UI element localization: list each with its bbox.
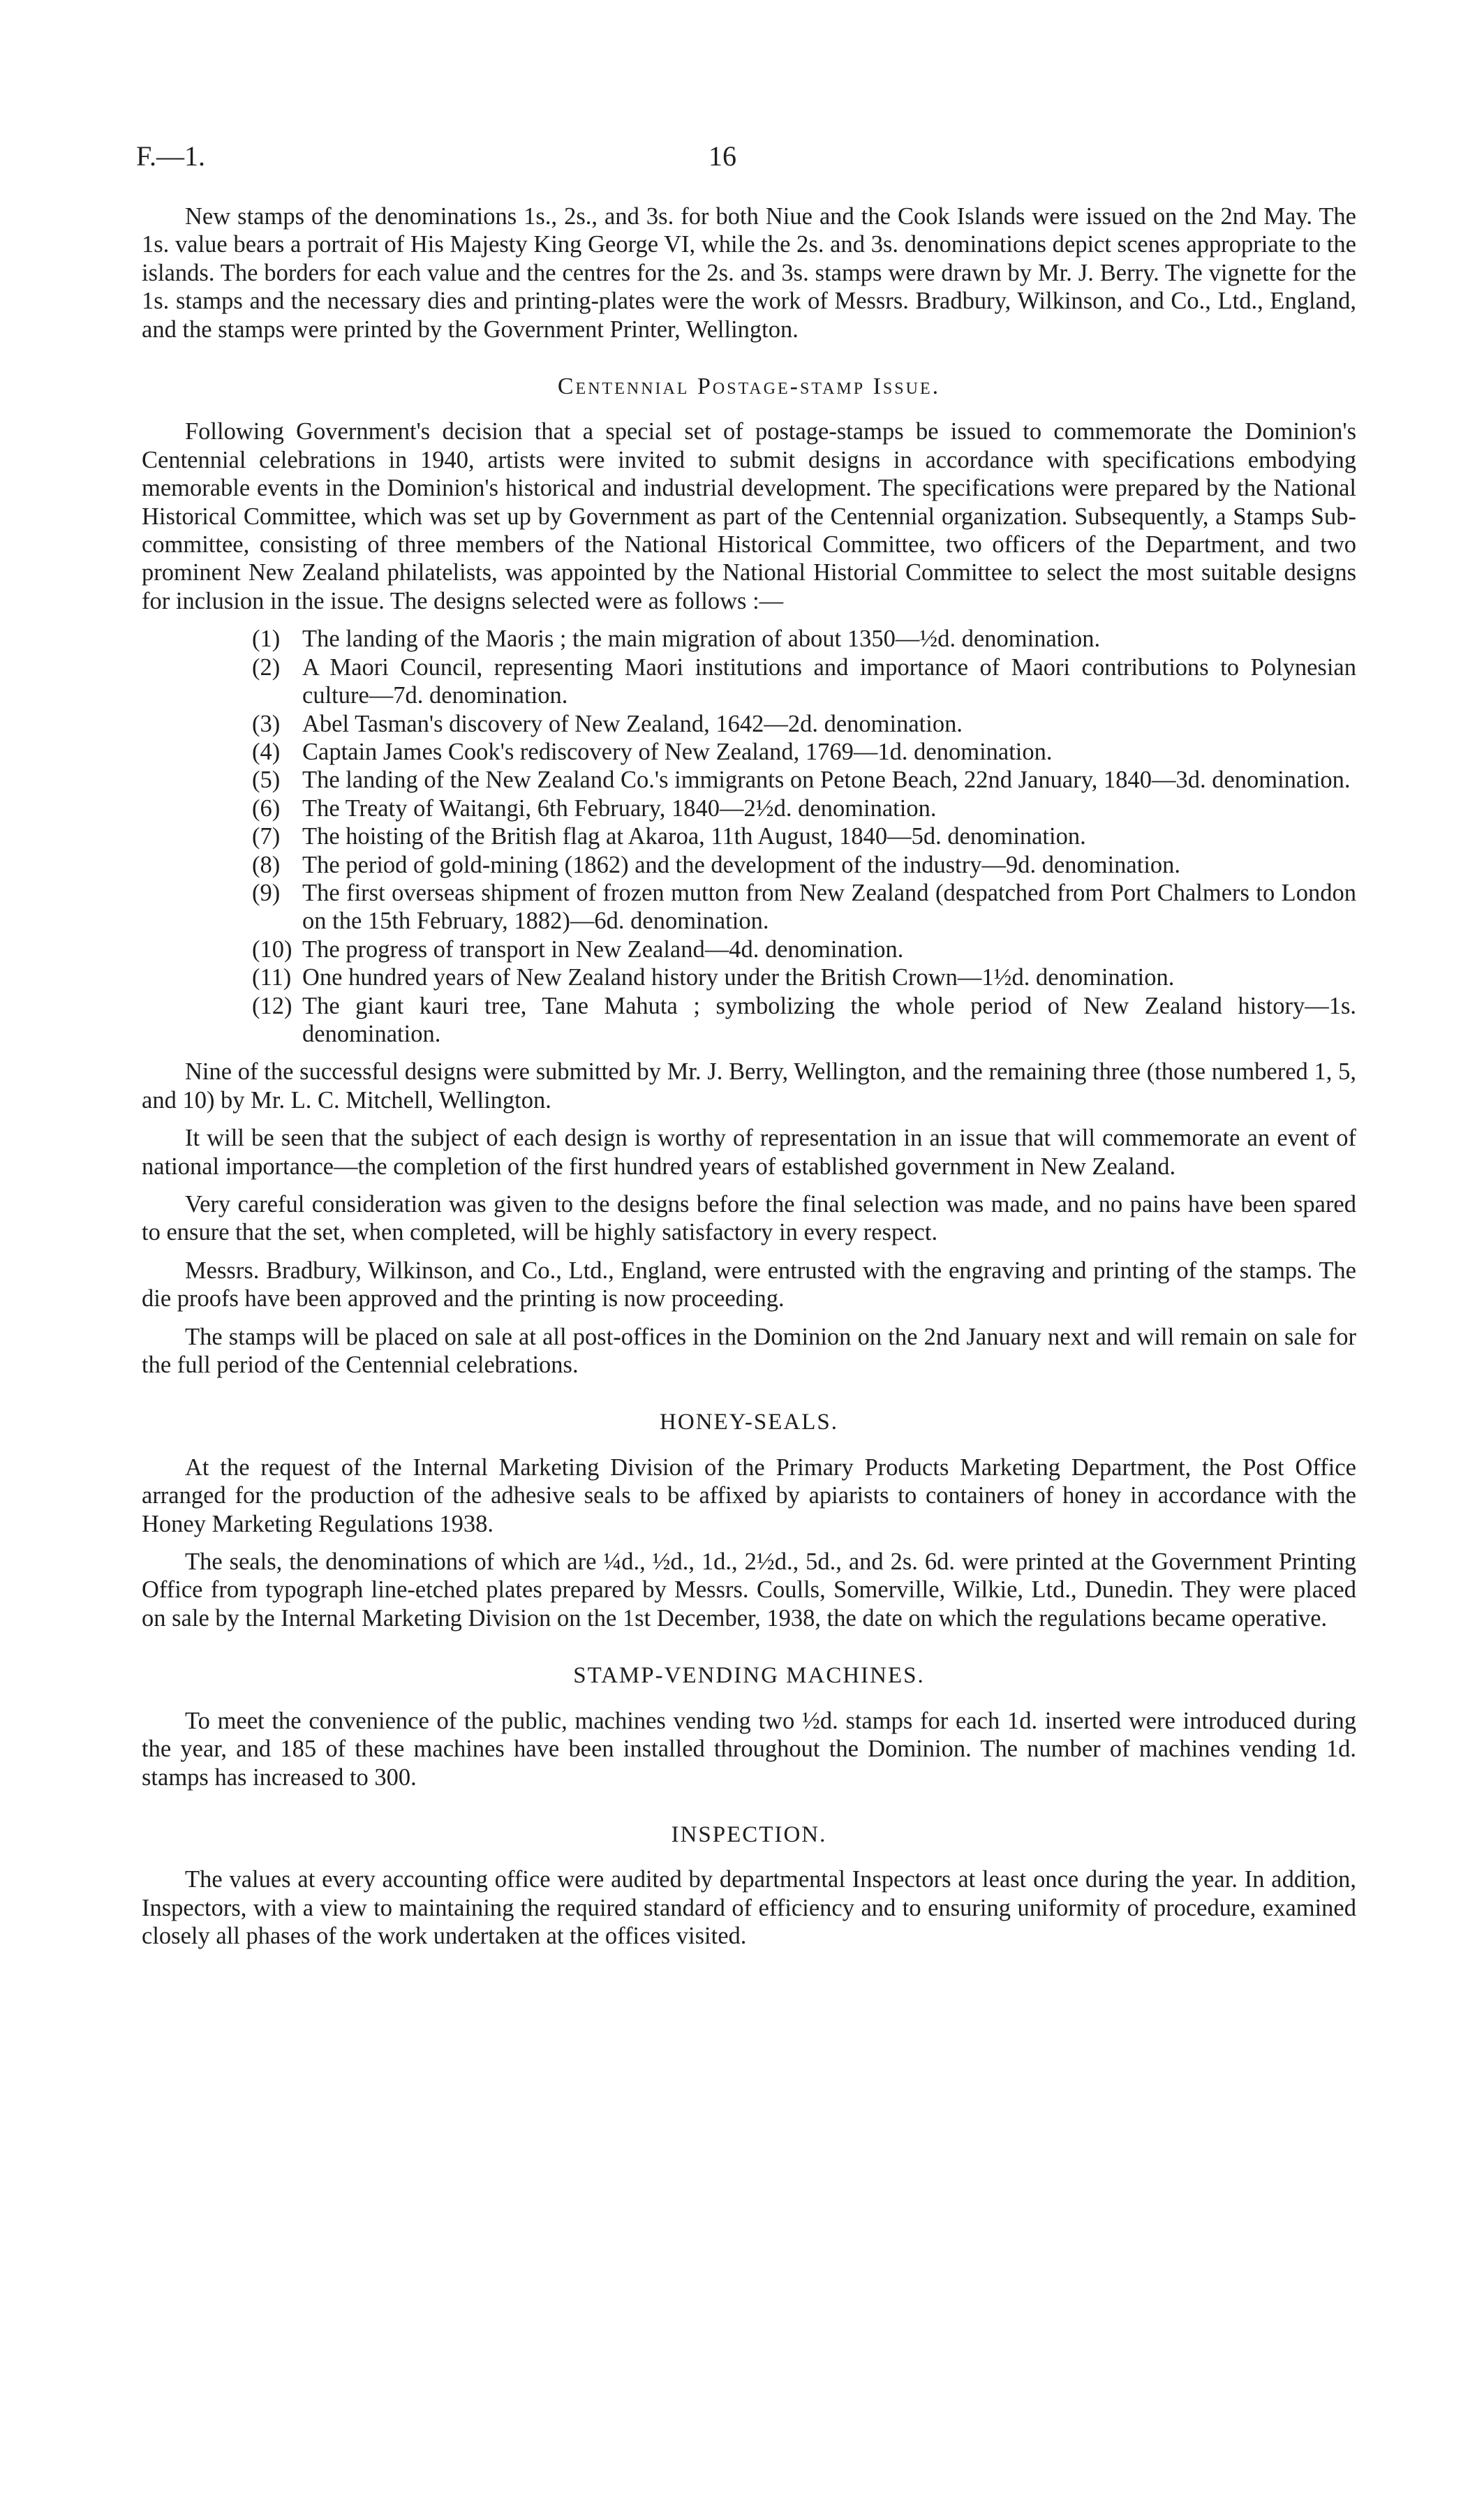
honey-seals-paragraph-2: The seals, the denominations of which are ¼d., ½d., 1d., 2½d., 5d., and 2s. 6d. were printed at the Government Printing Office from typograph line-etched plates prepared by Messrs. Coulls, Somerville, Wilkie, Ltd., Dunedin. They were placed on sale by the Internal Marketing Division on the 1st December, 1938, the date on which the regulations became operative.	[142, 1548, 1356, 1632]
centennial-paragraph-3: It will be seen that the subject of each design is worthy of representation in an issue that will commemorate an event of national importance—the completion of the first hundred years of established government in New Zealand.	[142, 1125, 1356, 1180]
design-text: The Treaty of Waitangi, 6th February, 1840—2½d. denomination.	[302, 794, 937, 822]
design-item	[252, 992, 1356, 1049]
design-number: (6)	[252, 794, 281, 822]
page-number: 16	[708, 140, 736, 172]
vending-paragraph-1: To meet the convenience of the public, machines vending two ½d. stamps for each 1d. inserted were introduced during the year, and 185 of these machines have been installed throughout the Dominion. The number of machines vending 1d. stamps has increased to 300.	[142, 1707, 1356, 1791]
inspection-paragraph-1: The values at every accounting office were audited by departmental Inspectors at least once during the year. In addition, Inspectors, with a view to maintaining the required standard of efficiency and to ensuring uniformity of procedure, examined closely all phases of the work undertaken at the offices visited.	[142, 1866, 1356, 1950]
design-text: The period of gold-mining (1862) and the development of the industry—9d. denomination.	[302, 851, 1181, 878]
design-item	[252, 625, 1356, 653]
design-item	[252, 766, 1356, 794]
centennial-paragraph-5: Messrs. Bradbury, Wilkinson, and Co., Ltd., England, were entrusted with the engraving and printing of the stamps. The die proofs have been approved and the printing is now proceeding.	[142, 1257, 1356, 1312]
design-text: The giant kauri tree, Tane Mahuta ; symbolizing the whole period of New Zealand history—1s. denomination.	[302, 992, 1356, 1047]
vending-section	[142, 1662, 1356, 1791]
design-number: (9)	[252, 879, 281, 906]
centennial-heading: Centennial Postage-stamp Issue.	[557, 374, 941, 400]
design-item	[252, 710, 1356, 738]
design-text: Captain James Cook's rediscovery of New Zealand, 1769—1d. denomination.	[302, 738, 1053, 765]
design-number: (8)	[252, 851, 281, 878]
inspection-heading: INSPECTION.	[671, 1821, 827, 1847]
design-number: (4)	[252, 738, 281, 765]
design-item	[252, 794, 1356, 822]
centennial-paragraph-6: The stamps will be placed on sale at all post-offices in the Dominion on the 2nd January next and will remain on sale for the full period of the Centennial celebrations.	[142, 1323, 1356, 1379]
design-list	[142, 625, 1356, 1048]
design-text: The hoisting of the British flag at Akaroa, 11th August, 1840—5d. denomination.	[302, 823, 1086, 850]
design-text: The first overseas shipment of frozen mutton from New Zealand (despatched from Port Chalmers to London on the 15th February, 1882)—6d. denomination.	[302, 879, 1356, 935]
design-number: (3)	[252, 710, 281, 737]
design-text: Abel Tasman's discovery of New Zealand, 1642—2d. denomination.	[302, 710, 963, 737]
design-text: A Maori Council, representing Maori institutions and importance of Maori contributions to Polynesian culture—7d. denomination.	[302, 653, 1356, 709]
honey-seals-section	[142, 1408, 1356, 1632]
intro-paragraph: New stamps of the denominations 1s., 2s., and 3s. for both Niue and the Cook Islands were issued on the 2nd May. The 1s. value bears a portrait of His Majesty King George VI, while the 2s. and 3s. denominations depict scenes appropriate to the islands. The borders for each value and the centres for the 2s. and 3s. stamps were drawn by Mr. J. Berry. The vignette for the 1s. stamps and the necessary dies and printing-plates were the work of Messrs. Bradbury, Wilkinson, and Co., Ltd., England, and the stamps were printed by the Government Printer, Wellington.	[142, 203, 1356, 343]
design-item	[252, 851, 1356, 879]
design-item	[252, 879, 1356, 935]
report-reference: F.—1.	[136, 140, 206, 172]
honey-seals-heading: HONEY-SEALS.	[660, 1410, 838, 1435]
design-number: (11)	[252, 964, 292, 991]
design-item	[252, 935, 1356, 963]
centennial-paragraph-1: Following Government's decision that a special set of postage-stamps be issued to commemorate the Dominion's Centennial celebrations in 1940, artists were invited to submit designs in accordance with specifications embodying memorable events in the Dominion's historical and industrial development. The specifications were prepared by the National Historical Committee, which was set up by Government as part of the Centennial organization. Subsequently, a Stamps Sub-committee, consisting of three members of the National Historical Committee, two officers of the Department, and two prominent New Zealand philatelists, was appointed by the National Historial Committee to select the most suitable designs for inclusion in the issue. The designs selected were as follows :—	[142, 418, 1356, 614]
design-number: (12)	[252, 992, 292, 1019]
document-body	[142, 202, 1356, 1960]
design-item	[252, 963, 1356, 991]
design-text: One hundred years of New Zealand history under the British Crown—1½d. denomination.	[302, 964, 1175, 991]
centennial-section	[142, 373, 1356, 1379]
design-item	[252, 653, 1356, 710]
design-item	[252, 738, 1356, 766]
centennial-paragraph-2: Nine of the successful designs were submitted by Mr. J. Berry, Wellington, and the remaining three (those numbered 1, 5, and 10) by Mr. L. C. Mitchell, Wellington.	[142, 1058, 1356, 1114]
vending-heading: STAMP-VENDING MACHINES.	[573, 1663, 925, 1689]
centennial-paragraph-4: Very careful consideration was given to the designs before the final selection was made, and no pains have been spared to ensure that the set, when completed, will be highly satisfactory in every respect.	[142, 1191, 1356, 1246]
design-number: (2)	[252, 653, 281, 681]
honey-seals-paragraph-1: At the request of the Internal Marketing Division of the Primary Products Marketing Department, the Post Office arranged for the production of the adhesive seals to be affixed by apiarists to containers of honey in accordance with the Honey Marketing Regulations 1938.	[142, 1454, 1356, 1537]
design-text: The progress of transport in New Zealand—4d. denomination.	[302, 935, 904, 963]
design-text: The landing of the New Zealand Co.'s immigrants on Petone Beach, 22nd January, 1840—3d. denomination.	[302, 767, 1351, 794]
design-number: (10)	[252, 935, 292, 963]
design-number: (5)	[252, 767, 281, 794]
design-text: The landing of the Maoris ; the main migration of about 1350—½d. denomination.	[302, 626, 1101, 653]
inspection-section	[142, 1821, 1356, 1951]
design-number: (7)	[252, 823, 281, 850]
design-number: (1)	[252, 626, 281, 653]
design-item	[252, 822, 1356, 850]
